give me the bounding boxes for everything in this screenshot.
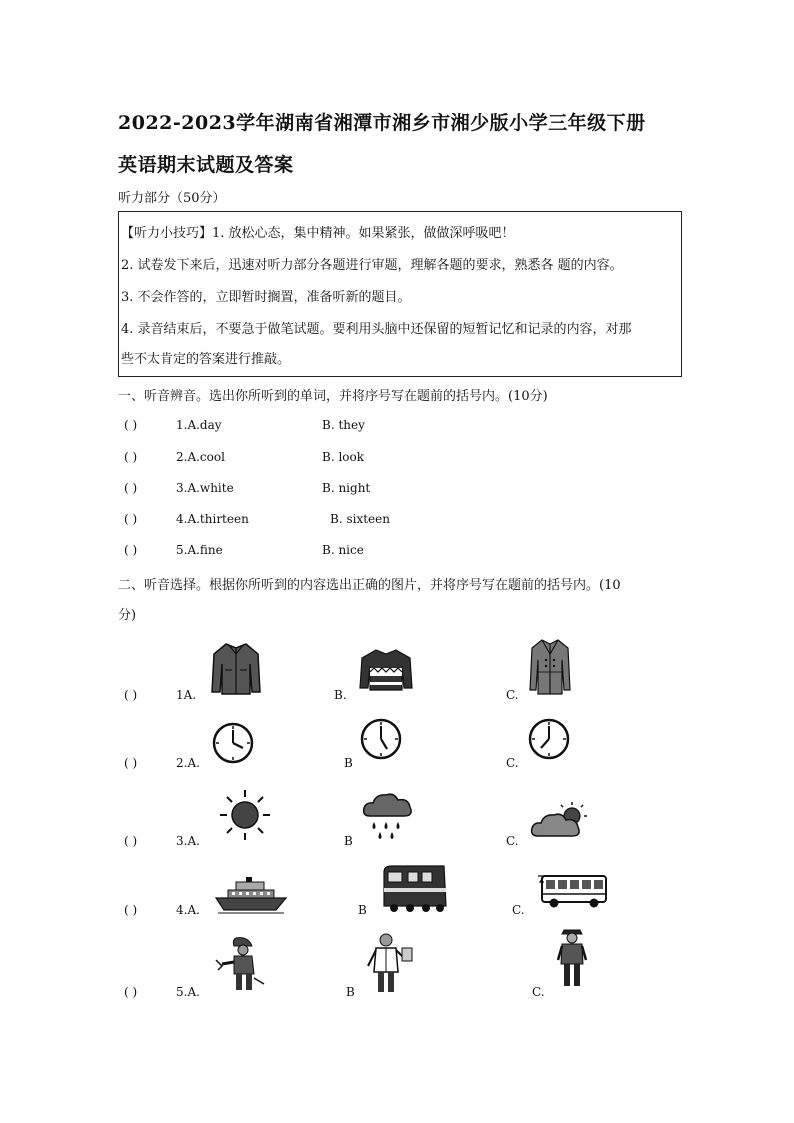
section2-instruction-line2: 分) xyxy=(118,608,137,623)
option-b-label: B. xyxy=(334,688,347,702)
option-c-label: C. xyxy=(506,688,519,702)
page-title-line1: 2022-2023学年湖南省湘潭市湘乡市湘少版小学三年级下册 xyxy=(118,112,646,134)
option-b: B. sixteen xyxy=(330,512,390,526)
tips-line-2: 2. 试卷发下来后，迅速对听力部分各题进行审题，理解各题的要求，熟悉各 题的内容。 xyxy=(121,258,623,273)
bus-icon[interactable] xyxy=(538,872,610,910)
option-a-label: 5.A. xyxy=(176,985,200,999)
clock-icon[interactable] xyxy=(528,718,570,760)
clock-icon[interactable] xyxy=(212,722,254,764)
option-a-label: 3.A. xyxy=(176,834,200,848)
listening-header: 听力部分（50分） xyxy=(118,191,226,206)
option-a-label: 2.A. xyxy=(176,756,200,770)
rain-cloud-icon[interactable] xyxy=(360,790,416,842)
answer-paren[interactable]: ( ) xyxy=(124,512,138,526)
clock-icon[interactable] xyxy=(360,718,402,760)
answer-paren[interactable]: ( ) xyxy=(124,903,138,917)
option-a: 4.A.thirteen xyxy=(176,512,249,526)
option-b-label: B xyxy=(346,985,355,999)
jacket-icon[interactable] xyxy=(210,640,262,696)
tips-line-3: 3. 不会作答的，立即暂时搁置，准备听新的题目。 xyxy=(121,290,411,305)
ship-icon[interactable] xyxy=(214,876,288,914)
option-c-label: C. xyxy=(506,756,519,770)
answer-paren[interactable]: ( ) xyxy=(124,450,138,464)
option-a: 3.A.white xyxy=(176,481,234,495)
option-b: B. nice xyxy=(322,543,364,557)
option-b: B. night xyxy=(322,481,371,495)
option-b-label: B xyxy=(344,834,353,848)
option-c-label: C. xyxy=(512,903,525,917)
option-a-label: 4.A. xyxy=(176,903,200,917)
page-title-line2: 英语期末试题及答案 xyxy=(118,154,294,176)
section1-instruction: 一、听音辨音。选出你所听到的单词，并将序号写在题前的括号内。(10分) xyxy=(118,389,548,404)
option-a: 1.A.day xyxy=(176,418,222,432)
firefighter-icon[interactable] xyxy=(212,934,268,994)
answer-paren[interactable]: ( ) xyxy=(124,543,138,557)
answer-paren[interactable]: ( ) xyxy=(124,481,138,495)
option-b: B. look xyxy=(322,450,365,464)
sun-icon[interactable] xyxy=(218,788,272,842)
tips-line-5: 些不太肯定的答案进行推敲。 xyxy=(121,352,291,367)
option-c-label: C. xyxy=(532,985,545,999)
answer-paren[interactable]: ( ) xyxy=(124,688,138,702)
option-a-label: 1A. xyxy=(176,688,197,702)
doctor-icon[interactable] xyxy=(364,930,416,994)
cloudy-sun-icon[interactable] xyxy=(530,800,590,842)
answer-paren[interactable]: ( ) xyxy=(124,834,138,848)
section2-instruction-line1: 二、听音选择。根据你所听到的内容选出正确的图片，并将序号写在题前的括号内。(10 xyxy=(118,578,621,593)
sweater-icon[interactable] xyxy=(358,648,414,692)
answer-paren[interactable]: ( ) xyxy=(124,418,138,432)
coat-icon[interactable] xyxy=(528,638,572,696)
tips-box xyxy=(118,211,682,377)
option-b-label: B xyxy=(358,903,367,917)
option-a: 2.A.cool xyxy=(176,450,225,464)
tips-line-4: 4. 录音结束后，不要急于做笔试题。要利用头脑中还保留的短暂记忆和记录的内容，对那 xyxy=(121,322,632,337)
answer-paren[interactable]: ( ) xyxy=(124,756,138,770)
option-c-label: C. xyxy=(506,834,519,848)
police-officer-icon[interactable] xyxy=(556,926,588,990)
option-b: B. they xyxy=(322,418,365,432)
option-a: 5.A.fine xyxy=(176,543,223,557)
tips-line-1: 【听力小技巧】1. 放松心态，集中精神。如果紧张，做做深呼吸吧！ xyxy=(121,226,515,241)
option-b-label: B xyxy=(344,756,353,770)
train-icon[interactable] xyxy=(380,862,450,914)
answer-paren[interactable]: ( ) xyxy=(124,985,138,999)
